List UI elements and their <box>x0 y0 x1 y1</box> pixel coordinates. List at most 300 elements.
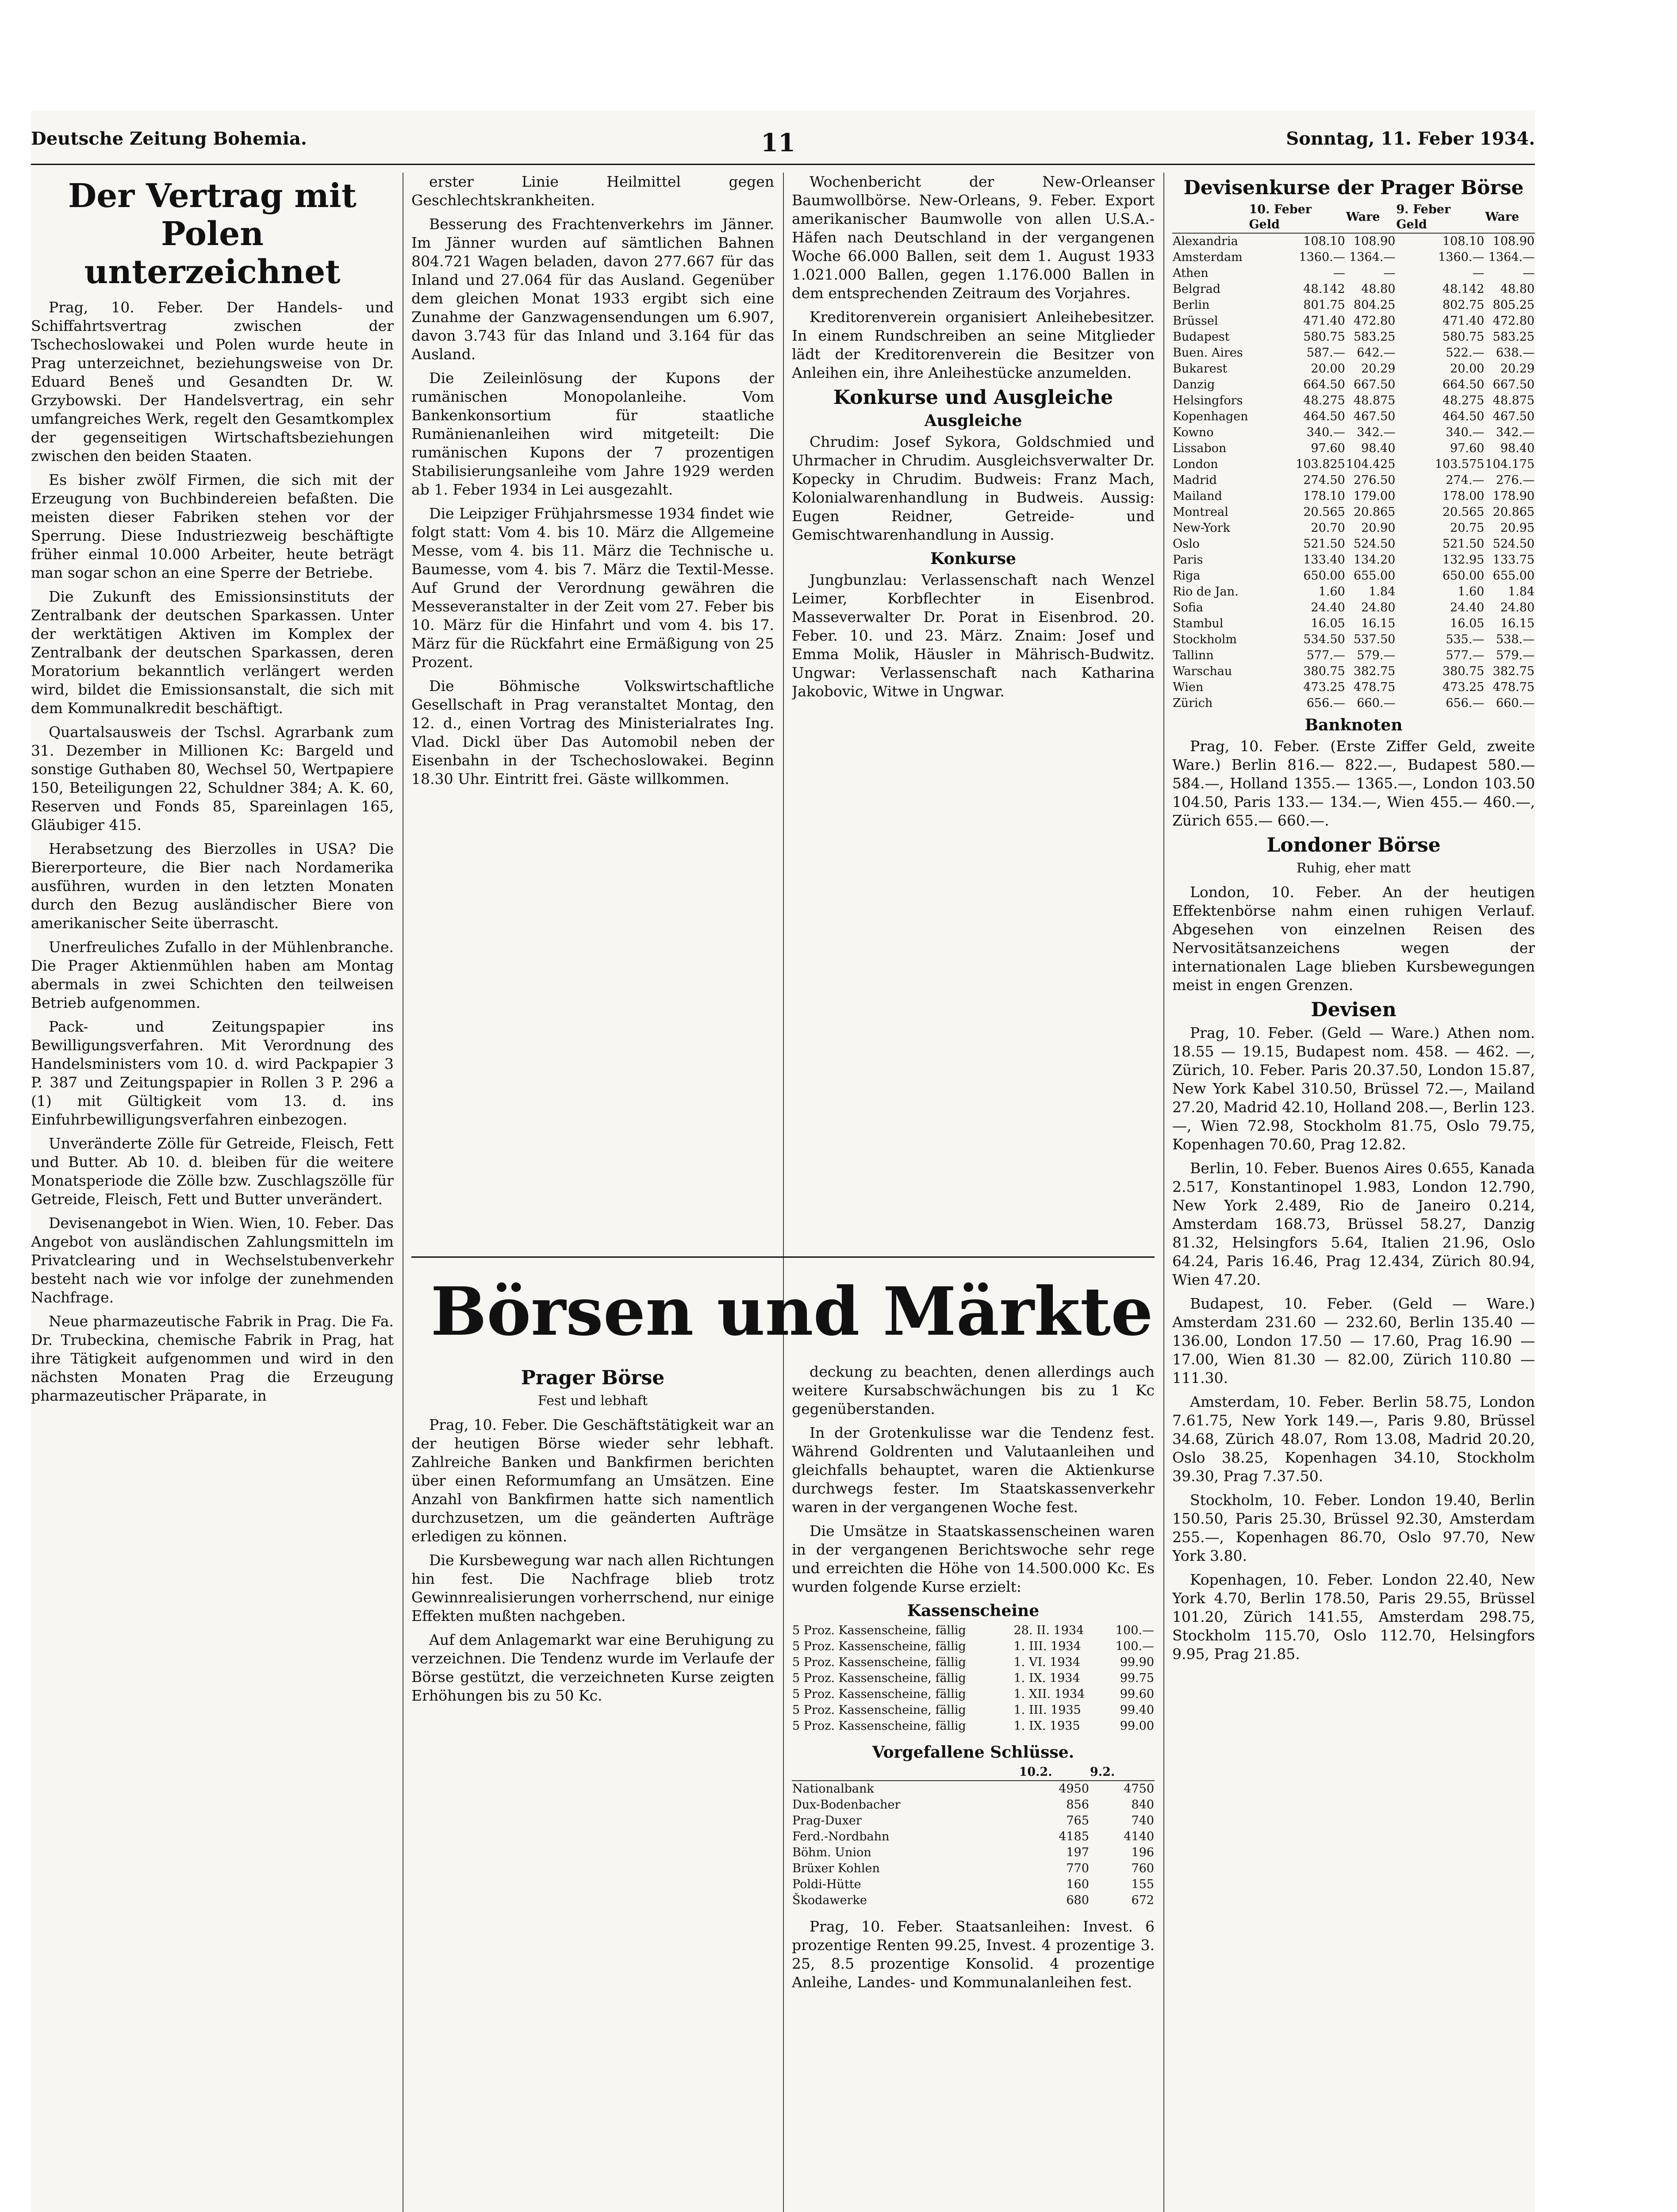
currency-place: Tallinn <box>1173 649 1214 662</box>
table-row <box>1172 648 1535 664</box>
table-row <box>1172 695 1535 711</box>
rate-cell: 274.— <box>1446 473 1485 487</box>
rate-cell: 179.00 <box>1353 489 1396 503</box>
rate-cell: 16.15 <box>1361 617 1396 630</box>
table-row <box>1172 297 1535 313</box>
currency-place: Mailand <box>1173 489 1222 503</box>
rate-cell: 667.50 <box>1353 378 1396 392</box>
rate-cell: 20.95 <box>1500 521 1535 535</box>
rate-cell: 108.90 <box>1353 234 1396 248</box>
rate-cell: 464.50 <box>1442 410 1485 423</box>
rate-cell: 464.50 <box>1303 410 1345 423</box>
column-3-lower <box>792 1363 1155 2212</box>
banknoten-title: Banknoten <box>1305 716 1403 734</box>
article-paragraph: Prag, 10. Feber. Die Geschäftstätigkeit war an der heutigen Börse wieder sehr lebhaft. Zahlreiche Banken und Bankfirmen berichten über einen Reformumfang an Umsätzen. Eine Anzahl von Bankfirmen hatte sich namentlich durchzusetzen, um die geänderten Aufträge erledigen zu können. <box>411 1416 774 1545</box>
article-paragraph: In der Grotenkulisse war die Tendenz fest. Während Goldrenten und Valutaanleihen und gleichfalls behauptet, waren die Aktienkurse durchwegs fester. Im Staatskassenverkehr waren in der vergangenen Woche fest. <box>792 1424 1155 1516</box>
table-row <box>1172 377 1535 393</box>
londoner-boerse-subtitle: Ruhig, eher matt <box>1296 860 1411 876</box>
issue-date: Sonntag, 11. Feber 1934. <box>1286 128 1535 149</box>
table-row <box>792 1861 1155 1877</box>
table-header-cell <box>1172 202 1249 233</box>
rate-cell: 583.25 <box>1493 330 1535 344</box>
rate-cell: 580.75 <box>1303 330 1345 344</box>
column-3-upper <box>792 173 1155 1243</box>
rate-cell: 24.80 <box>1361 601 1396 614</box>
page-number: 11 <box>761 128 795 157</box>
table-header-cell: 10. Feber Geld <box>1249 202 1346 233</box>
schluesse-table-wrap <box>792 1743 1155 1909</box>
rate-cell: 132.95 <box>1442 553 1485 567</box>
rate-cell: 104.175 <box>1485 457 1535 471</box>
rate-cell: 133.40 <box>1303 553 1345 567</box>
rate-cell: 478.75 <box>1353 680 1396 694</box>
rate-cell: 20.29 <box>1361 362 1396 376</box>
column-divider <box>1163 173 1164 2212</box>
price-cell: 99.90 <box>1120 1655 1154 1669</box>
rate-cell: 20.75 <box>1450 521 1485 535</box>
article-paragraph: Die Kursbewegung war nach allen Richtungen hin fest. Die Nachfrage blieb trotz Gewinnrealisierungen vorherrschend, nur einige Effekten mußten nachgeben. <box>411 1551 774 1624</box>
table-row <box>1172 664 1535 680</box>
price-cell: 155 <box>1131 1878 1154 1891</box>
rate-cell: 1360.— <box>1299 250 1345 264</box>
table-row <box>792 1639 1155 1655</box>
kassenscheine-title: Kassenscheine <box>907 1601 1040 1620</box>
article-paragraph: Es bisher zwölf Firmen, die sich mit der Erzeugung von Buchbindereien befaßten. Die meisten dieser Fabriken stehen vor der Sperrung. Diese Industriezweig beschäftigte früher einmal 10.000 Arbeiter, heute beträgt man sogar schon an eine Sperre der Betriebe. <box>31 471 394 581</box>
rate-cell: 16.05 <box>1450 617 1485 630</box>
rate-cell: 537.50 <box>1353 633 1396 646</box>
instrument-name: 5 Proz. Kassenscheine, fällig <box>792 1719 966 1733</box>
rate-cell: 472.80 <box>1493 314 1535 328</box>
table-row <box>792 1718 1155 1734</box>
rate-cell: 20.70 <box>1311 521 1345 535</box>
table-row <box>792 1623 1155 1639</box>
rate-cell: 20.865 <box>1353 505 1396 519</box>
rate-cell: 48.875 <box>1493 394 1535 407</box>
article-paragraph: Berlin, 10. Feber. Buenos Aires 0.655, Kanada 2.517, Konstantinopel 1.983, London 12.790, New York 2.489, Rio de Janeiro 0.214, Amsterdam 168.73, Brüssel 58.27, Danzig 81.32, Helsingfors 5.64, Italien 21.96, Oslo 64.24, Paris 16.46, Prag 12.434, Zürich 80.94, Wien 47.20. <box>1172 1160 1535 1288</box>
price-cell: 100.— <box>1115 1640 1154 1653</box>
security-name: Poldi-Hütte <box>792 1878 861 1891</box>
rate-cell: 276.50 <box>1353 473 1396 487</box>
rate-cell: — <box>1333 266 1345 280</box>
devisenkurse-table <box>1172 202 1535 711</box>
rate-cell: 48.275 <box>1303 394 1345 407</box>
table-row <box>1172 600 1535 616</box>
article-paragraph: Auf dem Anlagemarkt war eine Beruhigung zu verzeichnen. Die Tendenz wurde im Verlaufe der Börse gestützt, die verzeichneten Kurse zeigten Erhöhungen bis zu 50 Kc. <box>411 1631 774 1704</box>
article-paragraph: Jungbunzlau: Verlassenschaft nach Wenzel Leimer, Korbflechter in Eisenbrod. Masseverwalter Dr. Porat in Eisenbrod. 20. Feber. 10. und 23. März. Znaim: Josef und Emma Molik, Häusler in Mährisch-Budwitz. Ungwar: Verlassenschaft nach Katharina Jakobovic, Witwe in Ungwar. <box>792 571 1155 700</box>
table-row <box>792 1781 1155 1797</box>
security-name: Ferd.-Nordbahn <box>792 1830 890 1843</box>
rate-cell: 1.84 <box>1508 585 1535 599</box>
rate-cell: 656.— <box>1306 696 1345 710</box>
currency-place: Buen. Aires <box>1173 346 1243 360</box>
article-paragraph: Prag, 10. Feber. (Erste Ziffer Geld, zweite Ware.) Berlin 816.— 822.—, Budapest 580.— 584.—, Holland 1355.— 1365.—, London 103.50 104.50, Paris 133.— 134.—, Wien 455.— 460.—, Zürich 655.— 660.—. <box>1172 737 1535 829</box>
table-row <box>1172 409 1535 425</box>
article-paragraph: Die Böhmische Volkswirtschaftliche Gesellschaft in Prag veranstaltet Montag, den 12. d., einen Vortrag des Ministerialrates Ing. Vlad. Dickl über Das Automobil neben der Eisenbahn in der Tschechoslowakei. Beginn 18.30 Uhr. Eintritt frei. Gäste willkommen. <box>411 677 774 787</box>
article-paragraph: Budapest, 10. Feber. (Geld — Ware.) Amsterdam 231.60 — 232.60, Berlin 135.40 — 136.00, London 17.50 — 17.60, Prag 16.90 — 17.00, Wien 81.30 — 82.00, Zürich 110.80 — 111.30. <box>1172 1295 1535 1386</box>
price-cell: 4750 <box>1124 1782 1154 1796</box>
rate-cell: 473.25 <box>1442 680 1485 694</box>
rate-cell: 1.60 <box>1318 585 1345 599</box>
rate-cell: 667.50 <box>1493 378 1535 392</box>
article-paragraph: Die Zukunft des Emissionsinstituts der Zentralbank der deutschen Sparkassen. Unter der werktätigen Aktiven im Komplex der Zentralbank der deutschen Sparkassen, deren Moratorium bekanntlich verlängert werden wird, bildet die Emissionsanstalt, die sich mit dem Kommunalkredit beschäftigt. <box>31 588 394 717</box>
table-row <box>1172 616 1535 632</box>
rate-cell: 380.75 <box>1442 664 1485 678</box>
table-row <box>1172 329 1535 345</box>
kassenscheine-table <box>792 1623 1155 1734</box>
article-paragraph: Unerfreuliches Zufallo in der Mühlenbranche. Die Prager Aktienmühlen haben am Montag abermals in zwei Schichten den teilweisen Betrieb aufgenommen. <box>31 938 394 1011</box>
currency-place: Belgrad <box>1173 282 1221 296</box>
article-paragraph: Neue pharmazeutische Fabrik in Prag. Die Fa. Dr. Trubeckina, chemische Fabrik in Prag, hat ihre Tätigkeit aufgenommen und wird in den nächsten Monaten Prag die Erzeugung pharmazeutischer Präparate, in <box>31 1313 394 1404</box>
rate-cell: 20.565 <box>1442 505 1485 519</box>
table-row <box>1172 250 1535 265</box>
rate-cell: 521.50 <box>1303 537 1345 551</box>
table-row <box>1172 520 1535 536</box>
rate-cell: 804.25 <box>1353 298 1396 312</box>
table-row <box>792 1845 1155 1861</box>
security-name: Škodawerke <box>792 1893 867 1907</box>
table-row <box>792 1829 1155 1845</box>
rate-cell: 20.565 <box>1303 505 1345 519</box>
devisen-title: Devisen <box>1311 998 1397 1021</box>
article-paragraph: Wochenbericht der New-Orleanser Baumwollbörse. New-Orleans, 9. Feber. Export amerikanischer Baumwolle von allen U.S.A.-Häfen nach Deutschland in der vergangenen Woche 66.000 Ballen, seit dem 1. August 1933 1.021.000 Ballen, gegen 1.176.000 Ballen in dem entsprechenden Zeitraum des Vorjahres. <box>792 173 1155 302</box>
rate-cell: — <box>1472 266 1485 280</box>
table-row <box>1172 472 1535 488</box>
article-paragraph: Herabsetzung des Bierzolles in USA? Die Biererporteure, die Bier nach Nordamerika ausführen, wurden in den letzten Monaten durch den Bezug ausländischer Biere von amerikanischer Seite überrascht. <box>31 840 394 932</box>
rate-cell: 524.50 <box>1493 537 1535 551</box>
rate-cell: 660.— <box>1496 696 1535 710</box>
table-header-cell: 10.2. <box>1018 1764 1089 1781</box>
currency-place: Budapest <box>1173 330 1230 344</box>
article-paragraph: Pack- und Zeitungspapier ins Bewilligungsverfahren. Mit Verordnung des Handelsministers vom 10. d. wird Packpapier 3 P. 387 und Zeitungspapier in Rollen 3 P. 296 a (1) mit Gültigkeit vom 13. d. ins Einfuhrbewilligungsverfahren einbezogen. <box>31 1018 394 1128</box>
table-row <box>1172 425 1535 441</box>
price-cell: 672 <box>1131 1893 1154 1907</box>
instrument-name: 5 Proz. Kassenscheine, fällig <box>792 1655 966 1669</box>
rate-cell: 274.50 <box>1303 473 1345 487</box>
rate-cell: 638.— <box>1496 346 1535 360</box>
currency-place: Helsingfors <box>1173 394 1243 407</box>
rate-cell: 801.75 <box>1303 298 1345 312</box>
rate-cell: 535.— <box>1446 633 1485 646</box>
currency-place: Warschau <box>1173 664 1232 678</box>
table-row <box>1172 441 1535 457</box>
subsection-ausgleiche: Ausgleiche <box>924 411 1022 430</box>
column-2-lower <box>411 1363 774 2212</box>
rate-cell: 103.575 <box>1435 457 1485 471</box>
table-row <box>1172 536 1535 552</box>
londoner-boerse-title: Londoner Börse <box>1266 834 1441 856</box>
rate-cell: — <box>1523 266 1535 280</box>
price-cell: 740 <box>1131 1814 1154 1828</box>
article-paragraph: Prag, 10. Feber. (Geld — Ware.) Athen nom. 18.55 — 19.15, Budapest nom. 458. — 462. —, Zürich, 10. Feber. Paris 20.37.50, London 15.87, New York Kabel 310.50, Brüssel 72.—, Mailand 27.20, Madrid 42.10, Holland 208.—, Berlin 123.—, Wien 72.98, Stockholm 81.75, Oslo 79.75, Kopenhagen 70.60, Prag 12.82. <box>1172 1024 1535 1153</box>
currency-place: Danzig <box>1173 378 1215 392</box>
article-paragraph: Kopenhagen, 10. Feber. London 22.40, New York 4.70, Berlin 178.50, Paris 29.55, Brüssel 101.20, Zürich 141.55, Amsterdam 298.75, Stockholm 115.70, Oslo 112.70, Helsingfors 9.95, Prag 21.85. <box>1172 1571 1535 1663</box>
table-row <box>792 1655 1155 1671</box>
kassenscheine-table-wrap <box>792 1601 1155 1734</box>
rate-cell: 650.00 <box>1442 569 1485 583</box>
article-paragraph: Die Leipziger Frühjahrsmesse 1934 findet wie folgt statt: Vom 4. bis 10. März die Allgemeine Messe, vom 4. bis 11. März die Technische u. Baumesse, vom 4. bis 7. März die Textil-Messe. Auf Grund der Verordnung gewähren die Messeveranstalter in der Zeit vom 27. Feber bis 10. März für die Hinfahrt und vom 4. bis 17. März für die Rückfahrt eine Ermäßigung von 25 Prozent. <box>411 505 774 671</box>
rate-cell: 656.— <box>1446 696 1485 710</box>
rate-cell: 340.— <box>1306 426 1345 439</box>
prager-boerse-subtitle: Fest und lebhaft <box>537 1393 648 1409</box>
rate-cell: 650.00 <box>1303 569 1345 583</box>
currency-place: Lissabon <box>1173 442 1227 455</box>
rate-cell: 471.40 <box>1303 314 1345 328</box>
table-row <box>1172 504 1535 520</box>
rate-cell: 664.50 <box>1303 378 1345 392</box>
rate-cell: 48.80 <box>1361 282 1396 296</box>
table-header-cell: 9.2. <box>1090 1764 1155 1781</box>
rate-cell: 1.84 <box>1369 585 1396 599</box>
rate-cell: 342.— <box>1357 426 1396 439</box>
rate-cell: 104.425 <box>1346 457 1396 471</box>
currency-place: London <box>1173 457 1218 471</box>
subsection-konkurse: Konkurse <box>930 549 1016 568</box>
article-paragraph: Devisenangebot in Wien. Wien, 10. Feber. Das Angebot von ausländischen Zahlungsmitteln im Privatclearing und in Wechselstubenverkehr besteht nach wie vor infolge der zunehmenden Nachfrage. <box>31 1214 394 1306</box>
currency-place: Wien <box>1173 680 1204 694</box>
table-row <box>1172 488 1535 504</box>
rate-cell: 642.— <box>1357 346 1396 360</box>
price-cell: 770 <box>1066 1862 1089 1875</box>
rate-cell: 467.50 <box>1493 410 1535 423</box>
rate-cell: 577.— <box>1306 649 1345 662</box>
currency-place: New-York <box>1173 521 1230 535</box>
rate-cell: 587.— <box>1306 346 1345 360</box>
rate-cell: 24.40 <box>1450 601 1485 614</box>
security-name: Brüxer Kohlen <box>792 1862 880 1875</box>
table-row <box>1172 680 1535 695</box>
currency-place: Sofia <box>1173 601 1203 614</box>
currency-place: Paris <box>1173 553 1203 567</box>
price-cell: 196 <box>1131 1846 1154 1859</box>
price-cell: 856 <box>1066 1798 1089 1812</box>
section-title-konkurse: Konkurse und Ausgleiche <box>833 386 1113 409</box>
table-row <box>1172 233 1535 250</box>
price-cell: 840 <box>1131 1798 1154 1812</box>
rate-cell: 134.20 <box>1353 553 1396 567</box>
rate-cell: 1360.— <box>1438 250 1485 264</box>
rate-cell: 380.75 <box>1303 664 1345 678</box>
currency-place: Montreal <box>1173 505 1228 519</box>
rate-cell: 16.15 <box>1500 617 1535 630</box>
currency-place: Stockholm <box>1173 633 1237 646</box>
price-cell: 4140 <box>1124 1830 1154 1843</box>
rate-cell: 521.50 <box>1442 537 1485 551</box>
instrument-name: 5 Proz. Kassenscheine, fällig <box>792 1624 966 1637</box>
currency-place: Berlin <box>1173 298 1210 312</box>
price-cell: 197 <box>1066 1846 1089 1859</box>
rate-cell: — <box>1383 266 1396 280</box>
table-header-cell: 9. Feber Geld <box>1396 202 1485 233</box>
header-rule <box>31 164 1535 165</box>
rate-cell: 478.75 <box>1493 680 1535 694</box>
currency-place: Kowno <box>1173 426 1214 439</box>
schluesse-table <box>792 1764 1155 1909</box>
rate-cell: 522.— <box>1446 346 1485 360</box>
due-date: 1. IX. 1935 <box>1013 1719 1080 1733</box>
article-paragraph: Stockholm, 10. Feber. London 19.40, Berlin 150.50, Paris 25.30, Brüssel 92.30, Amsterdam 255.—, Kopenhagen 86.70, Oslo 97.70, New York 3.80. <box>1172 1491 1535 1564</box>
newspaper-page <box>31 111 1535 2212</box>
currency-place: Oslo <box>1173 537 1200 551</box>
rate-cell: 20.865 <box>1493 505 1535 519</box>
price-cell: 99.00 <box>1120 1719 1154 1733</box>
rate-cell: 20.00 <box>1450 362 1485 376</box>
rate-cell: 382.75 <box>1493 664 1535 678</box>
security-name: Böhm. Union <box>792 1846 871 1859</box>
table-row <box>1172 265 1535 281</box>
table-row <box>792 1686 1155 1702</box>
rate-cell: 467.50 <box>1353 410 1396 423</box>
currency-place: Kopenhagen <box>1173 410 1248 423</box>
rate-cell: 24.40 <box>1311 601 1345 614</box>
price-cell: 99.75 <box>1120 1671 1154 1685</box>
rate-cell: 20.00 <box>1311 362 1345 376</box>
rate-cell: 583.25 <box>1353 330 1396 344</box>
price-cell: 4185 <box>1059 1830 1089 1843</box>
instrument-name: 5 Proz. Kassenscheine, fällig <box>792 1687 966 1701</box>
banner-boersen-maerkte: Börsen und Märkte <box>430 1273 1153 1351</box>
article-paragraph: Kreditorenverein organisiert Anleihebesitzer. In einem Rundschreiben an seine Mitglieder lädt der Kreditorenverein die Besitzer von Anleihen ein, ihre Anleihestücke anzumelden. <box>792 308 1155 381</box>
rate-cell: 538.— <box>1496 633 1535 646</box>
rate-cell: 97.60 <box>1450 442 1485 455</box>
currency-place: Alexandria <box>1173 234 1238 248</box>
due-date: 1. III. 1935 <box>1013 1703 1081 1717</box>
rate-cell: 655.00 <box>1353 569 1396 583</box>
rate-cell: 340.— <box>1446 426 1485 439</box>
currency-place: Rio de Jan. <box>1173 585 1239 599</box>
table-row <box>792 1813 1155 1829</box>
table-row <box>1172 361 1535 377</box>
rate-cell: 108.10 <box>1442 234 1485 248</box>
prager-boerse-title: Prager Börse <box>521 1367 665 1389</box>
table-row <box>792 1671 1155 1686</box>
security-name: Prag-Duxer <box>792 1814 862 1828</box>
rate-cell: 655.00 <box>1493 569 1535 583</box>
rate-cell: 108.90 <box>1493 234 1535 248</box>
page-header <box>31 128 1535 164</box>
rate-cell: 48.142 <box>1442 282 1485 296</box>
article-paragraph: Prag, 10. Feber. Staatsanleihen: Invest. 6 prozentige Renten 99.25, Invest. 4 prozentige 3. 25, 8.5 prozentige Konsolid. 4 prozentige Anleihe, Landes- und Kommunalanleihen fest. <box>792 1918 1155 1991</box>
table-header-cell <box>792 1764 1018 1781</box>
rate-cell: 382.75 <box>1353 664 1396 678</box>
rate-cell: 178.00 <box>1442 489 1485 503</box>
table-row <box>1172 313 1535 329</box>
currency-place: Athen <box>1173 266 1209 280</box>
price-cell: 4950 <box>1059 1782 1089 1796</box>
table-row <box>792 1702 1155 1718</box>
devisenkurse-title: Devisenkurse der Prager Börse <box>1183 177 1524 199</box>
rate-cell: 97.60 <box>1311 442 1345 455</box>
rate-cell: 471.40 <box>1442 314 1485 328</box>
rate-cell: 103.825 <box>1296 457 1345 471</box>
currency-place: Riga <box>1173 569 1201 583</box>
rate-cell: 1.60 <box>1458 585 1485 599</box>
article-paragraph: erster Linie Heilmittel gegen Geschlechtskrankheiten. <box>411 173 774 209</box>
table-row <box>792 1893 1155 1909</box>
rate-cell: 579.— <box>1496 649 1535 662</box>
price-cell: 765 <box>1066 1814 1089 1828</box>
rate-cell: 48.875 <box>1353 394 1396 407</box>
price-cell: 99.40 <box>1120 1703 1154 1717</box>
currency-place: Madrid <box>1173 473 1217 487</box>
rate-cell: 276.— <box>1496 473 1535 487</box>
table-row <box>1172 552 1535 568</box>
schluesse-title: Vorgefallene Schlüsse. <box>872 1743 1075 1762</box>
table-header-cell: Ware <box>1485 202 1535 233</box>
table-row <box>1172 345 1535 361</box>
rate-cell: 24.80 <box>1500 601 1535 614</box>
rate-cell: 473.25 <box>1303 680 1345 694</box>
rate-cell: 472.80 <box>1353 314 1396 328</box>
table-row <box>1172 584 1535 600</box>
table-row <box>792 1797 1155 1813</box>
rate-cell: 342.— <box>1496 426 1535 439</box>
rate-cell: 48.80 <box>1500 282 1535 296</box>
column-divider <box>783 173 784 2212</box>
rate-cell: 664.50 <box>1442 378 1485 392</box>
currency-place: Brüssel <box>1173 314 1218 328</box>
instrument-name: 5 Proz. Kassenscheine, fällig <box>792 1703 966 1717</box>
rate-cell: 48.142 <box>1303 282 1345 296</box>
paper-name: Deutsche Zeitung Bohemia. <box>31 128 307 149</box>
currency-place: Zürich <box>1173 696 1213 710</box>
rate-cell: 178.90 <box>1493 489 1535 503</box>
currency-place: Amsterdam <box>1173 250 1243 264</box>
rate-cell: 1364.— <box>1349 250 1396 264</box>
column-2-upper <box>411 173 774 1243</box>
price-cell: 160 <box>1066 1878 1089 1891</box>
instrument-name: 5 Proz. Kassenscheine, fällig <box>792 1640 966 1653</box>
rate-cell: 805.25 <box>1493 298 1535 312</box>
headline-treaty: Der Vertrag mit Polen unterzeichnet <box>68 177 357 291</box>
table-row <box>1172 568 1535 584</box>
rate-cell: 16.05 <box>1311 617 1345 630</box>
rate-cell: 579.— <box>1357 649 1396 662</box>
article-paragraph: Prag, 10. Feber. Der Handels- und Schiffahrtsvertrag zwischen der Tschechoslowakei und Polen wurde heute in Prag unterzeichnet, beziehungsweise von Dr. Eduard Beneš und Gesandten Dr. W. Grzybowski. Der Handelsvertrag, ein sehr umfangreiches Werk, regelt den Gesamtkomplex der gegenseitigen Wirtschaftsbeziehungen zwischen den beiden Staaten. <box>31 299 394 465</box>
due-date: 1. XII. 1934 <box>1013 1687 1085 1701</box>
rate-cell: 108.10 <box>1303 234 1345 248</box>
rate-cell: 1364.— <box>1488 250 1535 264</box>
rate-cell: 133.75 <box>1493 553 1535 567</box>
article-paragraph: Quartalsausweis der Tschsl. Agrarbank zum 31. Dezember in Millionen Kc: Bargeld und sonstige Guthaben 80, Wechsel 50, Wertpapiere 150, Beteiligungen 22, Schuldner 384; A. K. 60, Reserven und Fonds 85, Spareinlagen 165, Gläubiger 415. <box>31 723 394 833</box>
rate-cell: 98.40 <box>1500 442 1535 455</box>
due-date: 1. IX. 1934 <box>1013 1671 1080 1685</box>
rate-cell: 580.75 <box>1442 330 1485 344</box>
table-row <box>1172 281 1535 297</box>
rate-cell: 534.50 <box>1303 633 1345 646</box>
table-header-cell: Ware <box>1346 202 1396 233</box>
article-paragraph: deckung zu beachten, denen allerdings auch weitere Kursabschwächungen bis zu 1 Kc gegenüberstanden. <box>792 1363 1155 1417</box>
rate-cell: 577.— <box>1446 649 1485 662</box>
article-paragraph: London, 10. Feber. An der heutigen Effektenbörse nahm einen ruhigen Verlauf. Abgesehen von einzelnen Reisen des Nervositätsanzeichens wegen der internationalen Lage blieben Kursbewegungen meist in engen Grenzen. <box>1172 883 1535 994</box>
price-cell: 680 <box>1066 1893 1089 1907</box>
rate-cell: 20.29 <box>1500 362 1535 376</box>
rate-cell: 98.40 <box>1361 442 1396 455</box>
article-paragraph: Unveränderte Zölle für Getreide, Fleisch, Fett und Butter. Ab 10. d. bleiben für die weitere Monatsperiode die Zölle bzw. Zuschlagszölle für Getreide, Fleisch, Fett und Butter unverändert. <box>31 1135 394 1208</box>
column-4 <box>1172 173 1535 2212</box>
article-paragraph: Besserung des Frachtenverkehrs im Jänner. Im Jänner wurden auf sämtlichen Bahnen 804.721 Wagen beladen, davon 277.667 für das Inland und 27.064 für das Ausland. Gegenüber dem gleichen Monat 1933 ergibt sich eine Zunahme der Ganzwagensendungen um 6.907, davon 3.743 für das Inland und 3.164 für das Ausland. <box>411 215 774 363</box>
security-name: Dux-Bodenbacher <box>792 1798 901 1812</box>
security-name: Nationalbank <box>792 1782 874 1796</box>
column-1 <box>31 173 394 2212</box>
rate-cell: 178.10 <box>1303 489 1345 503</box>
price-cell: 760 <box>1131 1862 1154 1875</box>
article-paragraph: Chrudim: Josef Sykora, Goldschmied und Uhrmacher in Chrudim. Ausgleichsverwalter Dr. Kopecky in Chrudim. Budweis: Franz Mach, Kolonialwarenhandlung in Budweis. Aussig: Eugen Reidner, Getreide- und Gemischtwarenhandlung in Aussig. <box>792 433 1155 543</box>
rate-cell: 20.90 <box>1361 521 1396 535</box>
table-row <box>792 1877 1155 1893</box>
article-paragraph: Amsterdam, 10. Feber. Berlin 58.75, London 7.61.75, New York 149.—, Paris 9.80, Brüssel 34.68, Zürich 48.07, Rom 13.08, Madrid 20.20, Oslo 38.25, Kopenhagen 34.10, Stockholm 39.30, Prag 7.37.50. <box>1172 1393 1535 1485</box>
article-paragraph: Die Zeileinlösung der Kupons der rumänischen Monopolanleihe. Vom Bankenkonsortium für staatliche Rumänienanleihen wird mitgeteilt: Die rumänischen Kupons der 7 prozentigen Stabilisierungsanleihe vom Jahre 1929 werden ab 1. Feber 1934 in Lei ausgezahlt. <box>411 369 774 498</box>
price-cell: 100.— <box>1115 1624 1154 1637</box>
